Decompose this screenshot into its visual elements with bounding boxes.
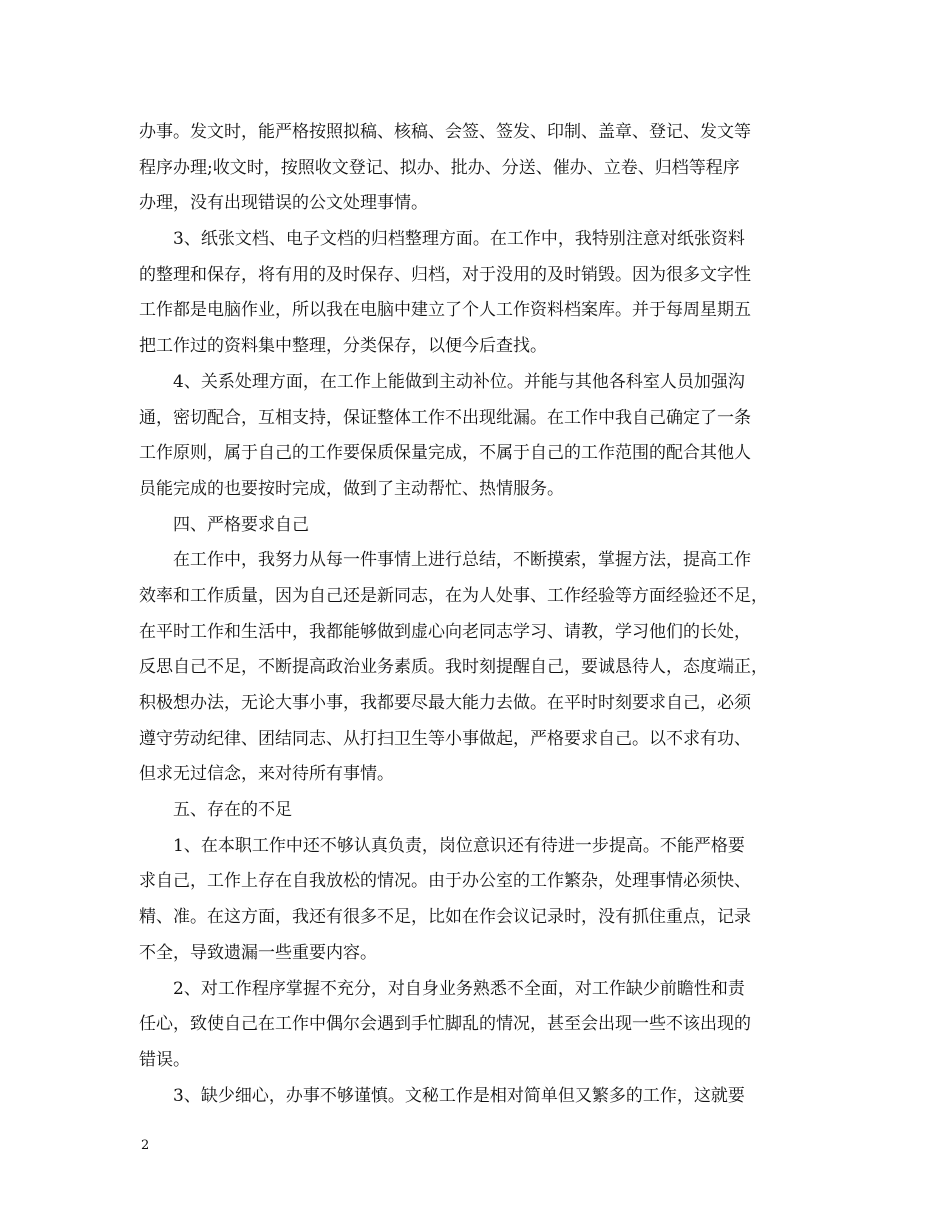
text-line: 办理，没有出现错误的公文处理事情。: [139, 193, 428, 214]
text-line: 精、准。在这方面，我还有很多不足，比如在作会议记录时，没有抓住重点，记录: [139, 907, 751, 928]
text-line: 员能完成的也要按时完成，做到了主动帮忙、热情服务。: [139, 478, 564, 499]
text-line: 效率和工作质量，因为自己还是新同志，在为人处事、工作经验等方面经验还不足，: [139, 585, 768, 606]
section-heading: 四、严格要求自己: [173, 514, 309, 535]
page-number: 2: [141, 1138, 150, 1153]
section-heading: 五、存在的不足: [173, 800, 292, 821]
text-line: 通，密切配合，互相支持，保证整体工作不出现纰漏。在工作中我自己确定了一条: [139, 407, 751, 428]
text-line: 的整理和保存，将有用的及时保存、归档，对于没用的及时销毁。因为很多文字性: [139, 264, 751, 285]
text-line: 办事。发文时，能严格按照拟稿、核稿、会签、签发、印制、盖章、登记、发文等: [139, 122, 751, 142]
text-line: 把工作过的资料集中整理，分类保存，以便今后查找。: [139, 336, 547, 357]
text-line: 程序办理;收文时，按照收文登记、拟办、批办、分送、催办、立卷、归档等程序: [139, 157, 740, 178]
text-line: 积极想办法，无论大事小事，我都要尽最大能力去做。在平时时刻要求自己，必须: [139, 693, 751, 713]
text-line: 不全，导致遗漏一些重要内容。: [139, 942, 377, 963]
text-line: 反思自己不足，不断提高政治业务素质。我时刻提醒自己，要诚恳待人，态度端正，: [139, 657, 768, 678]
text-line: 求自己，工作上存在自我放松的情况。由于办公室的工作繁杂，处理事情必须快、: [139, 871, 751, 892]
document-body: [139, 115, 819, 1114]
text-line: 在工作中，我努力从每一件事情上进行总结，不断摸索，掌握方法，提高工作: [173, 550, 751, 571]
text-line: 但求无过信念，来对待所有事情。: [139, 764, 394, 785]
text-line: 错误。: [139, 1049, 190, 1070]
text-line: 1、在本职工作中还不够认真负责，岗位意识还有待进一步提高。不能严格要: [173, 835, 745, 856]
text-line: 3、纸张文档、电子文档的归档整理方面。在工作中，我特别注意对纸张资料: [173, 229, 745, 250]
text-line: 遵守劳动纪律、团结同志、从打扫卫生等小事做起，严格要求自己。以不求有功、: [139, 728, 751, 749]
text-line: 在平时工作和生活中，我都能够做到虚心向老同志学习、请教，学习他们的长处，: [139, 621, 751, 642]
text-line: 3、缺少细心，办事不够谨慎。文秘工作是相对简单但又繁多的工作，这就要: [173, 1085, 745, 1106]
text-line: 4、关系处理方面，在工作上能做到主动补位。并能与其他各科室人员加强沟: [173, 371, 745, 392]
text-line: 工作原则，属于自己的工作要保质保量完成，不属于自己的工作范围的配合其他人: [139, 443, 751, 464]
text-line: 2、对工作程序掌握不充分，对自身业务熟悉不全面，对工作缺少前瞻性和责: [173, 978, 745, 999]
text-line: 任心，致使自己在工作中偶尔会遇到手忙脚乱的情况，甚至会出现一些不该出现的: [139, 1014, 751, 1035]
text-line: 工作都是电脑作业，所以我在电脑中建立了个人工作资料档案库。并于每周星期五: [139, 300, 751, 321]
